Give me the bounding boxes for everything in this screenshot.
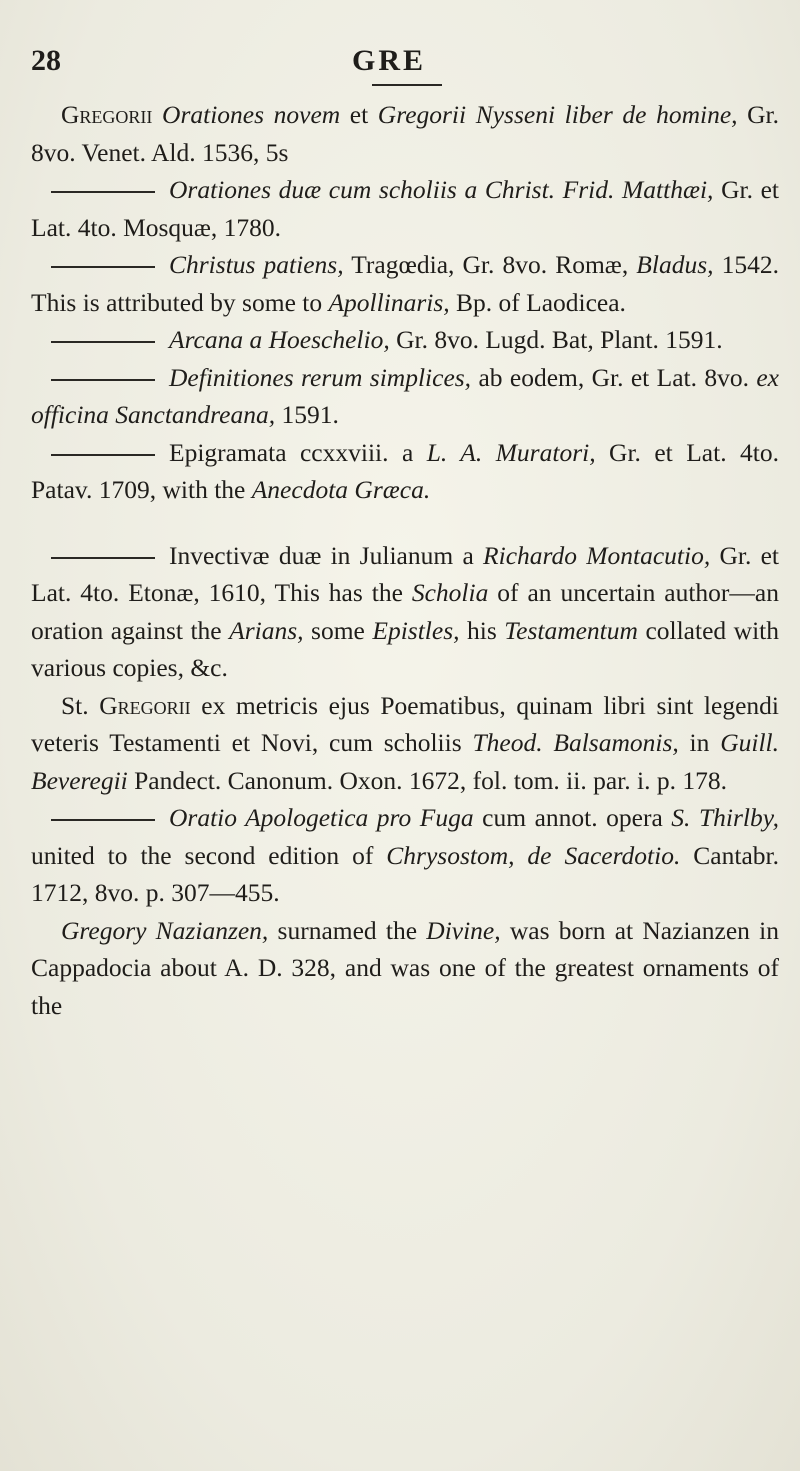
bibliography-entry <box>31 434 779 509</box>
italic-text: Scholia <box>411 578 489 607</box>
italic-text: Orationes novem <box>152 100 341 129</box>
italic-text: Theod. Balsamonis, <box>472 728 679 757</box>
ditto-dash <box>51 191 155 193</box>
italic-text: Oratio Apologetica pro Fuga <box>169 803 474 832</box>
text-run: ab eodem, Gr. et Lat. 8vo. <box>471 362 757 392</box>
italic-text: S. Thirlby, <box>671 803 780 832</box>
text-run: Gr. 8vo. Venet. Ald. 1536, 5s <box>31 100 779 167</box>
italic-text: Richardo Montacutio, <box>483 540 711 570</box>
italic-text: Arcana a Hoeschelio, <box>169 325 390 354</box>
italic-text: Bladus, <box>636 250 714 279</box>
text-run: Invectivæ duæ in Julianum a <box>169 540 484 570</box>
bibliography-entry <box>31 912 779 1025</box>
italic-text: Definitiones rerum simplices, <box>169 362 472 392</box>
text-run: united to the second edition of <box>31 840 387 870</box>
italic-text: Chrysostom, de Sacerdotio. <box>386 840 681 870</box>
italic-text: Anecdota Græca. <box>251 475 431 504</box>
ditto-dash <box>51 379 155 381</box>
entry-gap <box>31 509 779 537</box>
text-run: cum annot. opera <box>473 803 672 832</box>
ditto-dash <box>51 557 155 559</box>
ditto-dash <box>51 454 155 456</box>
page-header <box>0 44 800 104</box>
text-run: Gregorii <box>99 690 191 720</box>
ditto-dash <box>51 341 155 343</box>
text-run: Cantabr. 1712, 8vo. p. 307—455. <box>31 840 779 907</box>
italic-text: Guill. Beveregii <box>31 728 779 795</box>
italic-text: Christus patiens, <box>169 250 344 279</box>
italic-text: Arians, <box>229 615 304 645</box>
bibliography-entry <box>31 171 779 246</box>
ditto-dash <box>51 819 155 821</box>
italic-text: Epistles, <box>372 615 460 645</box>
text-run: Tragœdia, Gr. 8vo. Romæ, <box>343 250 637 279</box>
running-head: GRE <box>352 44 427 77</box>
text-run: of an uncertain author—an oration against the <box>31 578 779 645</box>
text-run: some <box>303 615 373 645</box>
text-run: his <box>459 615 505 645</box>
text-run: Pandect. Canonum. Oxon. 1672, fol. tom. ii. par. i. p. 178. <box>127 765 727 795</box>
text-run: collated with various copies, &c. <box>31 615 779 682</box>
text-run: Gr. et Lat. 4to. Patav. 1709, with the <box>31 437 779 504</box>
text-run: Gregorii <box>61 100 153 129</box>
header-rule <box>372 84 442 86</box>
bibliography-entry <box>31 246 779 321</box>
text-run: Bp. of Laodicea. <box>449 287 626 317</box>
italic-text: Gregorii Nysseni liber de homine, <box>377 100 738 129</box>
bibliography-entry <box>31 321 779 359</box>
text-run: 1542. This is attributed by some to <box>31 250 779 317</box>
text-run: Gr. et Lat. 4to. Etonæ, 1610, This has the <box>31 540 780 607</box>
text-run: surnamed the <box>268 915 427 945</box>
italic-text: Apollinaris, <box>328 287 450 317</box>
bibliography-entry <box>31 359 779 434</box>
bibliography-entry <box>31 96 779 171</box>
bibliography-entry <box>31 537 779 687</box>
text-run: was born at Nazianzen in Cappadocia about A. D. 328, and was one of the greatest ornaments of the <box>31 915 779 1020</box>
text-run: in <box>678 728 721 757</box>
text-run: St. <box>61 690 100 720</box>
text-run: ex metricis ejus Poematibus, quinam libri sint legendi veteris Testamenti et Novi, cum scholiis <box>31 690 779 757</box>
bibliography-entry <box>31 687 779 800</box>
text-run: Gr. 8vo. Lugd. Bat, Plant. 1591. <box>389 325 723 354</box>
italic-text: Gregory Nazianzen, <box>61 915 269 945</box>
bibliography-entry <box>31 799 779 912</box>
text-run: Epigramata ccxxviii. a <box>169 437 427 467</box>
text-run: Gr. et Lat. 4to. Mosquæ, 1780. <box>31 175 779 242</box>
ditto-dash <box>51 266 155 268</box>
italic-text: L. A. Muratori, <box>426 437 596 467</box>
italic-text: ex officina Sanctandreana, <box>31 362 779 429</box>
italic-text: Testamentum <box>504 615 638 645</box>
text-run: et <box>340 100 378 129</box>
text-run: 1591. <box>275 400 339 429</box>
body-text <box>31 96 779 1024</box>
italic-text: Divine, <box>426 915 501 945</box>
page-number: 28 <box>31 44 61 77</box>
italic-text: Orationes duæ cum scholiis a Christ. Frid. Matthæi, <box>169 175 714 204</box>
